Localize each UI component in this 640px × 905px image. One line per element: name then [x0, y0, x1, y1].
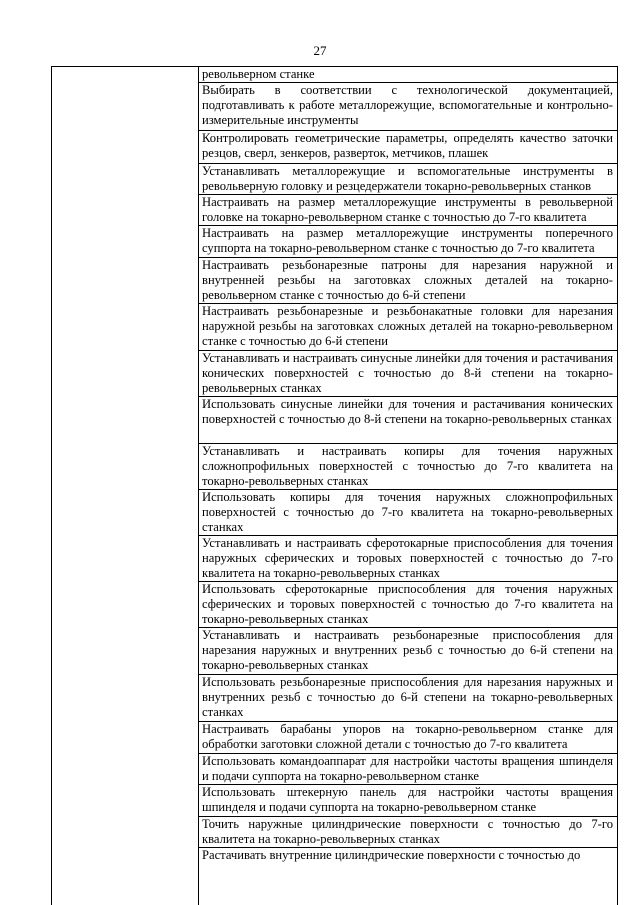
table-row: Использовать копиры для точения наружных сложнопрофильных поверхностей с точностью до 7-го квалитета на токарно-револьверных станках [199, 490, 617, 536]
table-row: Настраивать на размер металлорежущие инструменты поперечного суппорта на токарно-револьверном станке с точностью до 7-го квалитета [199, 226, 617, 258]
table-row: Точить наружные цилиндрические поверхности с точностью до 7-го квалитета на токарно-револьверных станках [199, 817, 617, 848]
table-row: Настраивать резьбонарезные и резьбонакатные головки для нарезания наружной резьбы на заготовках сложных деталей на токарно-револьверном станке с точностью до 6-й степени [199, 304, 617, 351]
table-row: Устанавливать и настраивать копиры для точения наружных сложнопрофильных поверхностей с точностью до 7-го квалитета на токарно-револьверных станках [199, 444, 617, 490]
requirements-table [51, 66, 618, 905]
table-row: Использовать синусные линейки для точения и растачивания конических поверхностей с точностью до 8-й степени на токарно-револьверных станках [199, 397, 617, 444]
table-row: Использовать штекерную панель для настройки частоты вращения шпинделя и подачи суппорта на токарно-револьверном станке [199, 785, 617, 817]
table-row: Устанавливать и настраивать сферотокарные приспособления для точения наружных сферических и торовых поверхностей с точностью до 7-го квалитета на токарно-револьверных станках [199, 536, 617, 582]
table-row: Растачивать внутренние цилиндрические поверхности с точностью до [202, 848, 581, 862]
table-row: Настраивать резьбонарезные патроны для нарезания наружной и внутренней резьбы на заготовках сложных деталей на токарно-револьверном станке с точностью до 6-й степени [199, 258, 617, 304]
table-row: Выбирать в соответствии с технологической документацией, подготавливать к работе металлорежущие, вспомогательные и контрольно-измерительные инструменты [199, 83, 617, 131]
table-row: Настраивать барабаны упоров на токарно-револьверном станке для обработки заготовки сложной детали с точностью до 7-го квалитета [199, 722, 617, 754]
table-left-column [52, 66, 199, 905]
page-number: 27 [313, 43, 327, 58]
table-row: Использовать командоаппарат для настройки частоты вращения шпинделя и подачи суппорта на токарно-револьверном станке [199, 754, 617, 785]
table-row: Использовать резьбонарезные приспособления для нарезания наружных и внутренних резьб с точностью до 6-й степени на токарно-револьверных станках [199, 675, 617, 722]
table-row: Контролировать геометрические параметры, определять качество заточки резцов, сверл, зенкеров, разверток, метчиков, плашек [199, 131, 617, 164]
table-row: Устанавливать и настраивать резьбонарезные приспособления для нарезания наружных и внутренних резьб с точностью до 6-й степени на токарно-револьверных станках [199, 628, 617, 675]
table-row: Устанавливать металлорежущие и вспомогательные инструменты в револьверную головку и резцедержатели токарно-револьверных станков [199, 164, 617, 195]
table-row: револьверном станке [199, 67, 617, 83]
table-right-column [199, 66, 617, 866]
table-row: Устанавливать и настраивать синусные линейки для точения и растачивания конических поверхностей с точностью до 8-й степени на токарно-револьверных станках [199, 351, 617, 397]
table-row: Настраивать на размер металлорежущие инструменты в револьверной головке на токарно-револьверном станке с точностью до 7-го квалитета [199, 195, 617, 226]
table-row: Использовать сферотокарные приспособления для точения наружных сферических и торовых поверхностей с точностью до 7-го квалитета на токарно-револьверных станках [199, 582, 617, 628]
